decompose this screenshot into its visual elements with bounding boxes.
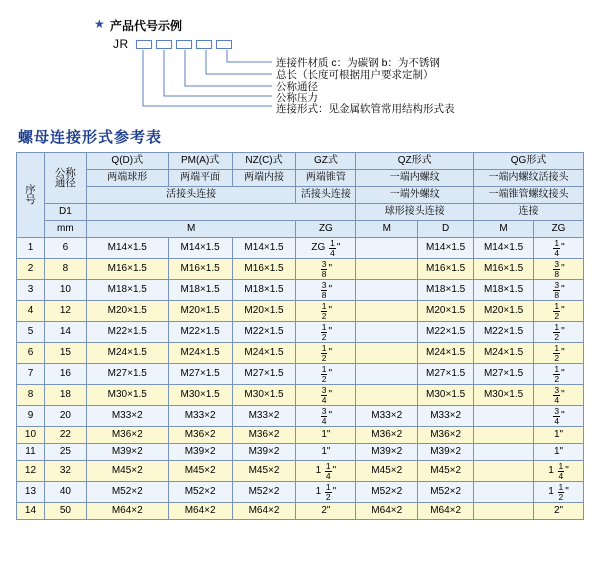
cell-nz: M14×1.5 <box>232 238 296 259</box>
cell-qg-m: M30×1.5 <box>474 385 534 406</box>
header-row-connection <box>17 187 584 204</box>
header-group-qg: QG形式 <box>474 153 584 170</box>
cell-qz-d: M16×1.5 <box>418 259 474 280</box>
cell-gz: 1 $\frac{1}{2}$ " <box>296 482 356 503</box>
cell-pm: M36×2 <box>168 427 232 444</box>
cell-pm: M22×1.5 <box>168 322 232 343</box>
legend-title: 产品代号示例 <box>110 19 183 33</box>
cell-seq: 3 <box>17 280 45 301</box>
cell-qz-m: M39×2 <box>356 444 418 461</box>
cell-qg-m <box>474 427 534 444</box>
cell-pm: M14×1.5 <box>168 238 232 259</box>
cell-gz: 1" <box>296 444 356 461</box>
header-style-qg: 一端内螺纹活接头 <box>474 170 584 187</box>
cell-pm: M45×2 <box>168 461 232 482</box>
table-row <box>17 385 584 406</box>
cell-nz: M64×2 <box>232 503 296 520</box>
cell-qz-m: M52×2 <box>356 482 418 503</box>
table-row <box>17 461 584 482</box>
cell-qz-d: M52×2 <box>418 482 474 503</box>
cell-gz: $\frac{3}{4}$ " <box>296 385 356 406</box>
cell-seq: 9 <box>17 406 45 427</box>
legend-item-connection-form: 连接形式：见金属软管常用结构形式表 <box>276 103 455 115</box>
cell-pm: M33×2 <box>168 406 232 427</box>
header-unit-mm: mm <box>44 221 86 238</box>
cell-qg-zg: $\frac{3}{4}$ " <box>534 406 584 427</box>
cell-qz-m <box>356 238 418 259</box>
cell-qz-d: M36×2 <box>418 427 474 444</box>
cell-dn: 50 <box>44 503 86 520</box>
cell-qz-m <box>356 280 418 301</box>
cell-nz: M22×1.5 <box>232 322 296 343</box>
header-sub-qg-zg: ZG <box>534 221 584 238</box>
cell-seq: 11 <box>17 444 45 461</box>
cell-qg-zg: $\frac{3}{4}$ " <box>534 385 584 406</box>
cell-qz-m: M64×2 <box>356 503 418 520</box>
cell-gz: ZG $\frac{1}{4}$ " <box>296 238 356 259</box>
cell-pm: M18×1.5 <box>168 280 232 301</box>
cell-qd: M36×2 <box>86 427 168 444</box>
cell-gz: $\frac{3}{8}$ " <box>296 259 356 280</box>
cell-qd: M24×1.5 <box>86 343 168 364</box>
cell-qg-zg: 1" <box>534 444 584 461</box>
table-row <box>17 322 584 343</box>
header-connection-gz: 活接头连接 <box>296 187 356 204</box>
cell-qg-m: M14×1.5 <box>474 238 534 259</box>
cell-qd: M45×2 <box>86 461 168 482</box>
cell-qz-m <box>356 301 418 322</box>
header-connection-qg: 一端锥管螺纹接头 <box>474 187 584 204</box>
table-row <box>17 482 584 503</box>
header-row-groups <box>17 153 584 170</box>
header-sub-qg-m: M <box>474 221 534 238</box>
cell-qz-m <box>356 364 418 385</box>
cell-nz: M24×1.5 <box>232 343 296 364</box>
cell-qg-zg: $\frac{1}{4}$ " <box>534 238 584 259</box>
cell-dn: 12 <box>44 301 86 322</box>
header-d1: D1 <box>44 204 86 221</box>
cell-pm: M39×2 <box>168 444 232 461</box>
cell-seq: 5 <box>17 322 45 343</box>
cell-nz: M52×2 <box>232 482 296 503</box>
header-seq: 序 号 <box>17 153 45 238</box>
cell-seq: 12 <box>17 461 45 482</box>
header-style-qz: 一端内螺纹 <box>356 170 474 187</box>
header-blank-1 <box>86 204 355 221</box>
cell-qd: M16×1.5 <box>86 259 168 280</box>
cell-pm: M30×1.5 <box>168 385 232 406</box>
cell-gz: $\frac{1}{2}$ " <box>296 322 356 343</box>
cell-qz-d: M27×1.5 <box>418 364 474 385</box>
table-row <box>17 343 584 364</box>
cell-nz: M18×1.5 <box>232 280 296 301</box>
cell-gz: 2" <box>296 503 356 520</box>
header-row-styles <box>17 170 584 187</box>
cell-qg-zg: $\frac{1}{2}$ " <box>534 343 584 364</box>
table-body <box>17 238 584 520</box>
cell-qz-m: M33×2 <box>356 406 418 427</box>
cell-dn: 16 <box>44 364 86 385</box>
cell-gz: $\frac{1}{2}$ " <box>296 343 356 364</box>
cell-gz: $\frac{3}{4}$ " <box>296 406 356 427</box>
header-group-qd: Q(D)式 <box>86 153 168 170</box>
cell-qd: M22×1.5 <box>86 322 168 343</box>
cell-seq: 2 <box>17 259 45 280</box>
header-dn: 公称 通径 <box>44 153 86 204</box>
cell-nz: M16×1.5 <box>232 259 296 280</box>
cell-seq: 6 <box>17 343 45 364</box>
table-row <box>17 280 584 301</box>
cell-qz-m <box>356 385 418 406</box>
cell-seq: 10 <box>17 427 45 444</box>
legend-item-nominal-pressure: 公称压力 <box>276 92 318 104</box>
cell-qg-m <box>474 482 534 503</box>
table-title: 螺母连接形式参考表 <box>18 129 163 146</box>
cell-qd: M52×2 <box>86 482 168 503</box>
cell-qg-zg: 1" <box>534 427 584 444</box>
cell-qg-zg: 1 $\frac{1}{4}$ " <box>534 461 584 482</box>
cell-qg-m <box>474 444 534 461</box>
cell-dn: 8 <box>44 259 86 280</box>
cell-qg-zg: 1 $\frac{1}{2}$ " <box>534 482 584 503</box>
header-style-qd: 两端球形 <box>86 170 168 187</box>
cell-seq: 13 <box>17 482 45 503</box>
cell-qz-d: M18×1.5 <box>418 280 474 301</box>
cell-gz: $\frac{1}{2}$ " <box>296 301 356 322</box>
cell-nz: M45×2 <box>232 461 296 482</box>
cell-qz-m <box>356 343 418 364</box>
legend-item-length: 总长（长度可根据用户要求定制） <box>276 69 434 81</box>
cell-qg-m: M16×1.5 <box>474 259 534 280</box>
cell-gz: $\frac{3}{8}$ " <box>296 280 356 301</box>
cell-qg-zg: $\frac{3}{8}$ " <box>534 280 584 301</box>
table-row <box>17 259 584 280</box>
cell-qz-d: M33×2 <box>418 406 474 427</box>
cell-nz: M20×1.5 <box>232 301 296 322</box>
cell-gz: $\frac{1}{2}$ " <box>296 364 356 385</box>
cell-qg-m: M18×1.5 <box>474 280 534 301</box>
cell-qz-m <box>356 259 418 280</box>
cell-pm: M27×1.5 <box>168 364 232 385</box>
table-row <box>17 364 584 385</box>
cell-qz-m: M36×2 <box>356 427 418 444</box>
cell-qg-m: M24×1.5 <box>474 343 534 364</box>
cell-gz: 1" <box>296 427 356 444</box>
table-row <box>17 503 584 520</box>
cell-nz: M30×1.5 <box>232 385 296 406</box>
header-sphere-connection: 球形接头连接 <box>356 204 474 221</box>
cell-qd: M18×1.5 <box>86 280 168 301</box>
nut-connection-table <box>16 152 584 520</box>
cell-nz: M33×2 <box>232 406 296 427</box>
cell-qz-d: M45×2 <box>418 461 474 482</box>
header-group-pm: PM(A)式 <box>168 153 232 170</box>
cell-qg-m <box>474 503 534 520</box>
header-sub-qz-d: D <box>418 221 474 238</box>
cell-qg-m: M20×1.5 <box>474 301 534 322</box>
cell-seq: 1 <box>17 238 45 259</box>
legend-item-material: 连接件材质 c：为碳钢 b：为不锈钢 <box>276 57 440 69</box>
cell-pm: M16×1.5 <box>168 259 232 280</box>
cell-qg-m: M27×1.5 <box>474 364 534 385</box>
header-style-nz: 两端内接 <box>232 170 296 187</box>
cell-qg-m <box>474 461 534 482</box>
header-row-d1 <box>17 204 584 221</box>
header-row-units <box>17 221 584 238</box>
cell-dn: 18 <box>44 385 86 406</box>
table-row <box>17 301 584 322</box>
cell-qg-zg: 2" <box>534 503 584 520</box>
table-header <box>17 153 584 238</box>
product-code-legend <box>0 0 600 116</box>
cell-dn: 10 <box>44 280 86 301</box>
cell-qd: M64×2 <box>86 503 168 520</box>
table-row <box>17 444 584 461</box>
cell-qz-d: M22×1.5 <box>418 322 474 343</box>
cell-pm: M52×2 <box>168 482 232 503</box>
cell-nz: M39×2 <box>232 444 296 461</box>
cell-qd: M33×2 <box>86 406 168 427</box>
header-sub-m: M <box>86 221 296 238</box>
header-style-gz: 两端锥管 <box>296 170 356 187</box>
star-icon: ★ <box>94 17 105 31</box>
legend-item-nominal-diameter: 公称通径 <box>276 81 318 93</box>
cell-qd: M20×1.5 <box>86 301 168 322</box>
cell-pm: M64×2 <box>168 503 232 520</box>
header-sub-zg: ZG <box>296 221 356 238</box>
header-qg-connection: 连接 <box>474 204 584 221</box>
cell-dn: 14 <box>44 322 86 343</box>
cell-qd: M27×1.5 <box>86 364 168 385</box>
header-group-nz: NZ(C)式 <box>232 153 296 170</box>
cell-nz: M36×2 <box>232 427 296 444</box>
cell-gz: 1 $\frac{1}{4}$ " <box>296 461 356 482</box>
cell-qg-zg: $\frac{1}{2}$ " <box>534 364 584 385</box>
header-style-pm: 两端平面 <box>168 170 232 187</box>
cell-qg-zg: $\frac{1}{2}$ " <box>534 301 584 322</box>
cell-qz-m <box>356 322 418 343</box>
cell-seq: 7 <box>17 364 45 385</box>
table-row <box>17 238 584 259</box>
cell-dn: 20 <box>44 406 86 427</box>
header-connection-left: 活接头连接 <box>86 187 296 204</box>
cell-pm: M24×1.5 <box>168 343 232 364</box>
cell-qz-m: M45×2 <box>356 461 418 482</box>
cell-qz-d: M64×2 <box>418 503 474 520</box>
cell-qg-zg: $\frac{1}{2}$ " <box>534 322 584 343</box>
header-group-qz: QZ形式 <box>356 153 474 170</box>
cell-qd: M14×1.5 <box>86 238 168 259</box>
cell-qz-d: M20×1.5 <box>418 301 474 322</box>
header-sub-qz-m: M <box>356 221 418 238</box>
cell-dn: 32 <box>44 461 86 482</box>
cell-pm: M20×1.5 <box>168 301 232 322</box>
cell-qg-m <box>474 406 534 427</box>
header-connection-qz: 一端外螺纹 <box>356 187 474 204</box>
table-row <box>17 406 584 427</box>
cell-nz: M27×1.5 <box>232 364 296 385</box>
cell-qg-zg: $\frac{3}{8}$ " <box>534 259 584 280</box>
cell-dn: 22 <box>44 427 86 444</box>
cell-dn: 6 <box>44 238 86 259</box>
cell-qz-d: M30×1.5 <box>418 385 474 406</box>
cell-qd: M30×1.5 <box>86 385 168 406</box>
cell-qz-d: M39×2 <box>418 444 474 461</box>
header-group-gz: GZ式 <box>296 153 356 170</box>
product-code-prefix: JR <box>113 37 129 51</box>
cell-seq: 14 <box>17 503 45 520</box>
cell-qz-d: M14×1.5 <box>418 238 474 259</box>
cell-dn: 40 <box>44 482 86 503</box>
table-row <box>17 427 584 444</box>
cell-seq: 8 <box>17 385 45 406</box>
cell-qd: M39×2 <box>86 444 168 461</box>
cell-qg-m: M22×1.5 <box>474 322 534 343</box>
cell-seq: 4 <box>17 301 45 322</box>
cell-qz-d: M24×1.5 <box>418 343 474 364</box>
cell-dn: 25 <box>44 444 86 461</box>
cell-dn: 15 <box>44 343 86 364</box>
